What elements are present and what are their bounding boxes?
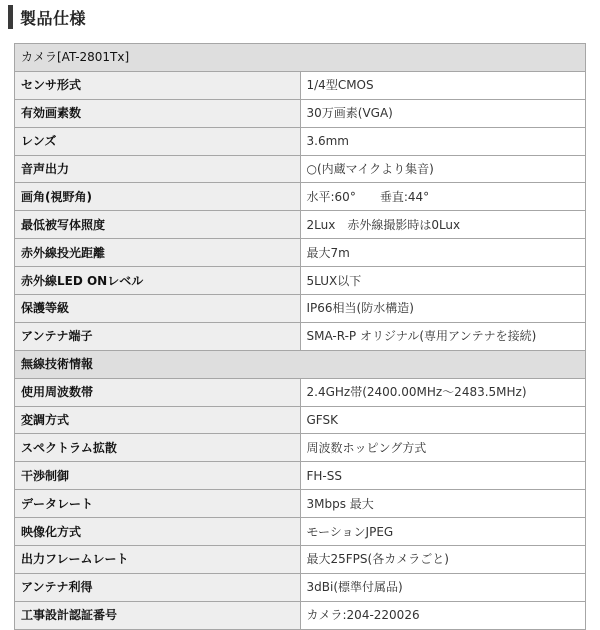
spec-label: 保護等級: [15, 295, 301, 323]
spec-label: 使用周波数帯: [15, 378, 301, 406]
spec-row: [15, 378, 586, 406]
spec-row: [15, 462, 586, 490]
heading-accent-bar: [8, 5, 13, 29]
spec-label: 最低被写体照度: [15, 211, 301, 239]
spec-value: 3.6mm: [300, 127, 586, 155]
spec-value: 3dBi(標準付属品): [300, 573, 586, 601]
spec-label: 映像化方式: [15, 518, 301, 546]
spec-row: [15, 518, 586, 546]
spec-label: 赤外線LED ONレベル: [15, 267, 301, 295]
spec-row: [15, 71, 586, 99]
page-title: 製品仕様: [20, 8, 87, 28]
spec-row: [15, 601, 586, 629]
spec-value: SMA-R-P オリジナル(専用アンテナを接続): [300, 322, 586, 350]
spec-row: [15, 183, 586, 211]
spec-row: [15, 239, 586, 267]
spec-value: 5LUX以下: [300, 267, 586, 295]
spec-value: 30万画素(VGA): [300, 99, 586, 127]
spec-value: 最大25FPS(各カメラごと): [300, 546, 586, 574]
spec-row: [15, 295, 586, 323]
spec-row: [15, 434, 586, 462]
spec-label: レンズ: [15, 127, 301, 155]
spec-row: [15, 127, 586, 155]
spec-row: [15, 155, 586, 183]
spec-row: [15, 546, 586, 574]
spec-value: GFSK: [300, 406, 586, 434]
spec-row: [15, 406, 586, 434]
spec-row: [15, 267, 586, 295]
spec-value: 1/4型CMOS: [300, 71, 586, 99]
section-title: カメラ[AT-2801Tx]: [15, 44, 586, 72]
spec-label: 有効画素数: [15, 99, 301, 127]
spec-row: [15, 211, 586, 239]
spec-label: アンテナ端子: [15, 322, 301, 350]
spec-value: 水平:60° 垂直:44°: [300, 183, 586, 211]
spec-label: データレート: [15, 490, 301, 518]
section-header-row: [15, 350, 586, 378]
spec-label: 出力フレームレート: [15, 546, 301, 574]
spec-value: 3Mbps 最大: [300, 490, 586, 518]
spec-label: スペクトラム拡散: [15, 434, 301, 462]
section-title: 無線技術情報: [15, 350, 586, 378]
spec-label: 工事設計認証番号: [15, 601, 301, 629]
spec-label: アンテナ利得: [15, 573, 301, 601]
spec-label: 赤外線投光距離: [15, 239, 301, 267]
spec-value: カメラ:204-220026: [300, 601, 586, 629]
spec-value: FH-SS: [300, 462, 586, 490]
spec-row: [15, 490, 586, 518]
spec-value: IP66相当(防水構造): [300, 295, 586, 323]
spec-label: センサ形式: [15, 71, 301, 99]
spec-value: 2.4GHz帯(2400.00MHz～2483.5MHz): [300, 378, 586, 406]
spec-value: ○(内蔵マイクより集音): [300, 155, 586, 183]
spec-value: モーションJPEG: [300, 518, 586, 546]
spec-row: [15, 322, 586, 350]
spec-label: 干渉制御: [15, 462, 301, 490]
section-heading: [8, 4, 86, 30]
spec-label: 画角(視野角): [15, 183, 301, 211]
spec-label: 音声出力: [15, 155, 301, 183]
spec-row: [15, 573, 586, 601]
spec-table-body: [15, 44, 586, 630]
spec-value: 2Lux 赤外線撮影時は0Lux: [300, 211, 586, 239]
section-header-row: [15, 44, 586, 72]
spec-label: 変調方式: [15, 406, 301, 434]
spec-table: [14, 43, 586, 630]
spec-value: 周波数ホッピング方式: [300, 434, 586, 462]
spec-value: 最大7m: [300, 239, 586, 267]
spec-row: [15, 99, 586, 127]
